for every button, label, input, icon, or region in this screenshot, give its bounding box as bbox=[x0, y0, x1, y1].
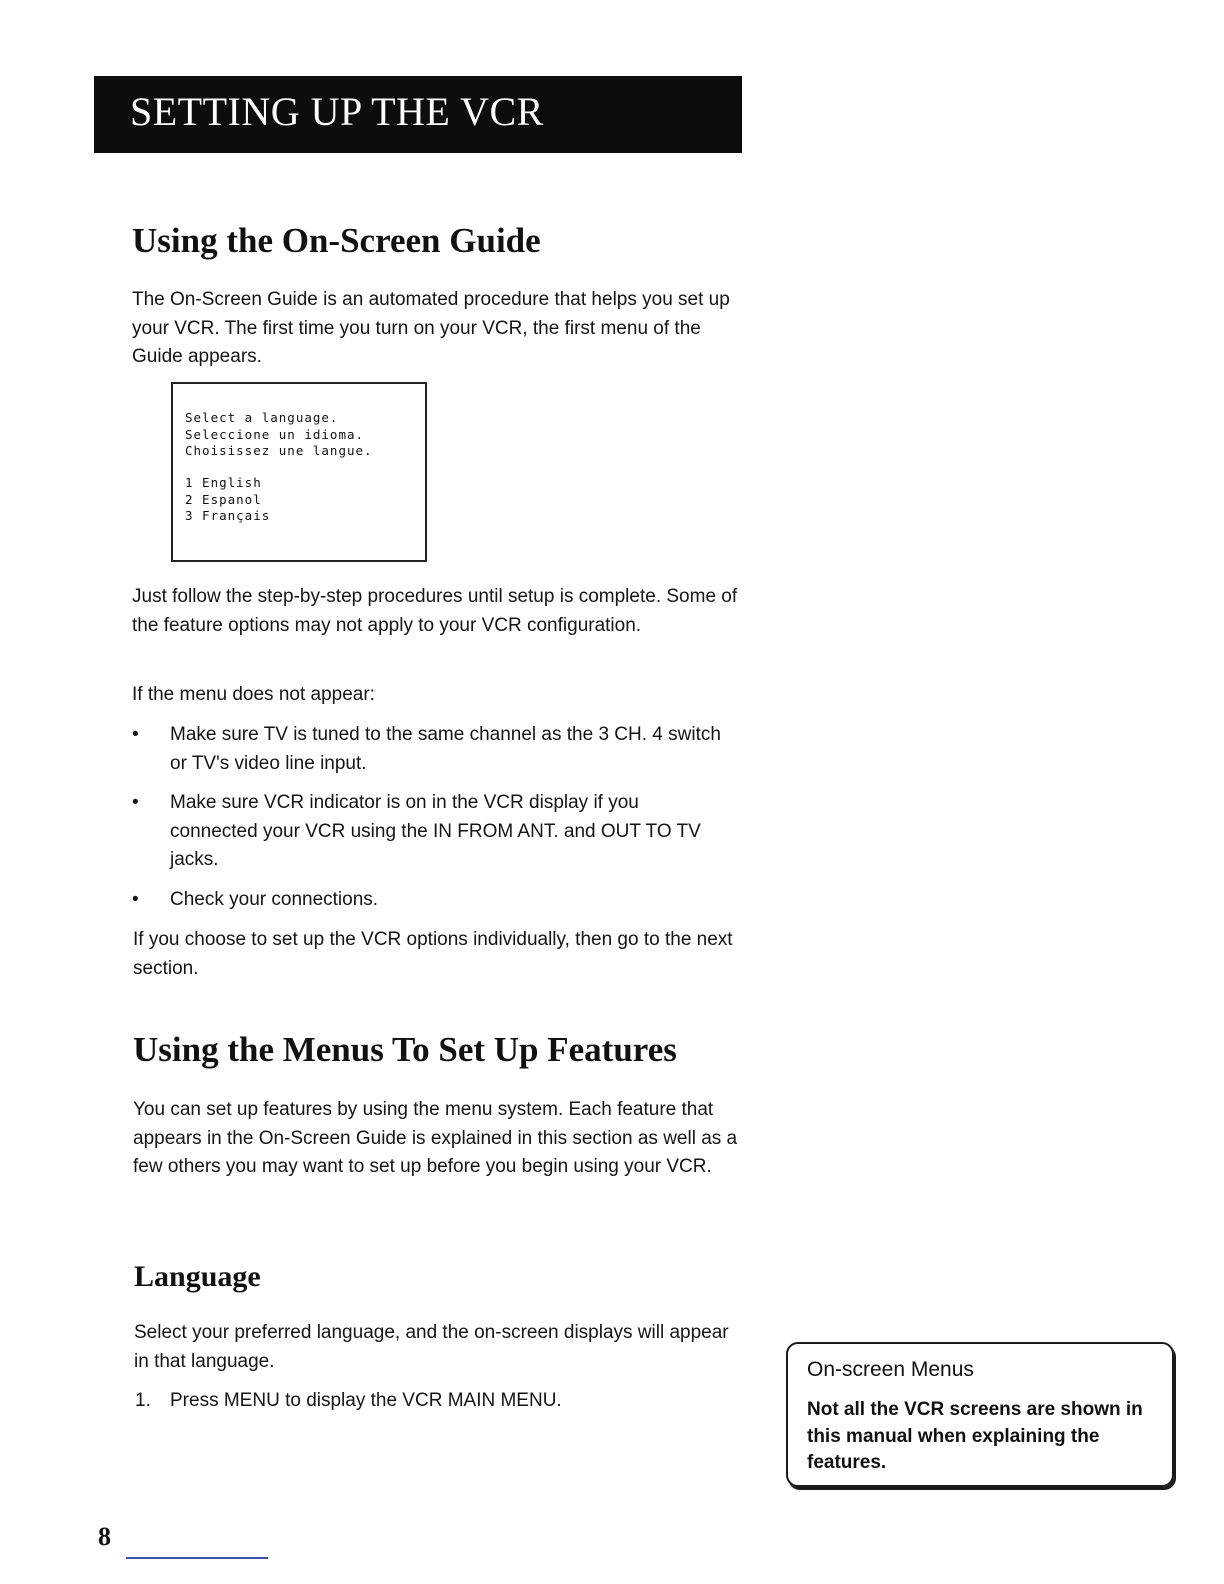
section-banner bbox=[94, 76, 742, 153]
bullet-text: Check your connections. bbox=[170, 889, 379, 910]
paragraph-menus-intro: You can set up features by using the menu system. Each feature that appears in the On-Screen Guide is explained in this section as well as a few others you may want to set up before you begin using your VCR. bbox=[133, 1099, 738, 1177]
bullet-text: Make sure VCR indicator is on in the VCR display if you connected your VCR using the IN FROM ANT. and OUT TO TV jacks. bbox=[170, 792, 701, 870]
page-number: 8 bbox=[98, 1522, 111, 1551]
bullet-dot: • bbox=[132, 889, 139, 910]
paragraph-language-intro: Select your preferred language, and the on-screen displays will appear in that language. bbox=[134, 1322, 729, 1372]
heading-menus-setup: Using the Menus To Set Up Features bbox=[133, 1030, 677, 1069]
screen-prompt-english: Select a language. bbox=[185, 410, 339, 425]
screen-prompt-spanish: Seleccione un idioma. bbox=[185, 426, 365, 442]
note-body: Not all the VCR screens are shown in this manual when explaining the features. bbox=[807, 1399, 1143, 1473]
language-menu-screen bbox=[171, 382, 427, 562]
banner-title: SETTING UP THE VCR bbox=[130, 89, 544, 134]
note-box bbox=[786, 1342, 1174, 1487]
footer-rule bbox=[126, 1557, 268, 1559]
step-number: 1. bbox=[135, 1390, 151, 1411]
screen-option-spanish: 2 Espanol bbox=[185, 491, 262, 507]
paragraph-individually: If you choose to set up the VCR options individually, then go to the next section. bbox=[133, 929, 733, 979]
heading-on-screen-guide: Using the On-Screen Guide bbox=[132, 221, 541, 260]
bullet-text: Make sure TV is tuned to the same channel as the 3 CH. 4 switch or TV's video line input. bbox=[170, 724, 721, 774]
bullet-dot: • bbox=[132, 792, 139, 813]
paragraph-follow-steps: Just follow the step-by-step procedures until setup is complete. Some of the feature options may not apply to your VCR configuration. bbox=[132, 586, 738, 636]
screen-prompt-french: Choisissez une langue. bbox=[185, 443, 373, 458]
paragraph-guide-intro: The On-Screen Guide is an automated procedure that helps you set up your VCR. The first time you turn on your VCR, the first menu of the Guide appears. bbox=[132, 289, 730, 367]
screen-option-french: 3 Français bbox=[185, 508, 271, 523]
note-title: On-screen Menus bbox=[807, 1358, 974, 1381]
step-text: Press MENU to display the VCR MAIN MENU. bbox=[170, 1390, 562, 1411]
screen-option-english: 1 English bbox=[185, 475, 262, 490]
bullet-dot: • bbox=[132, 724, 139, 745]
paragraph-if-menu: If the menu does not appear: bbox=[132, 684, 375, 705]
heading-language: Language bbox=[134, 1260, 261, 1293]
